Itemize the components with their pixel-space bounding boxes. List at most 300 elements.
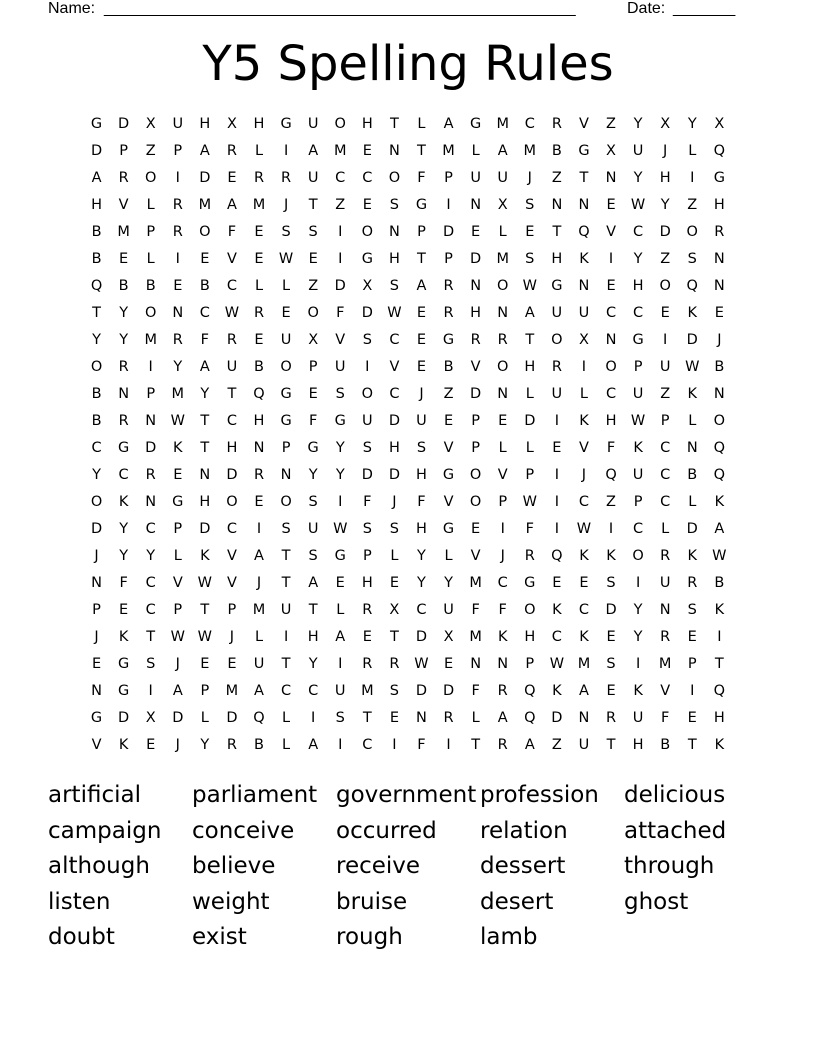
- grid-letter[interactable]: D: [686, 521, 698, 537]
- grid-letter[interactable]: E: [173, 467, 183, 483]
- grid-letter[interactable]: E: [606, 197, 616, 213]
- grid-letter[interactable]: R: [362, 656, 373, 672]
- grid-letter[interactable]: U: [632, 386, 644, 402]
- grid-letter[interactable]: W: [522, 494, 537, 510]
- grid-letter[interactable]: C: [551, 629, 562, 645]
- grid-letter[interactable]: P: [308, 359, 318, 375]
- grid-letter[interactable]: Q: [524, 683, 536, 699]
- grid-letter[interactable]: U: [307, 170, 319, 186]
- grid-letter[interactable]: P: [498, 494, 508, 510]
- grid-letter[interactable]: K: [497, 629, 508, 645]
- grid-letter[interactable]: V: [443, 494, 454, 510]
- grid-letter[interactable]: L: [254, 629, 264, 645]
- grid-letter[interactable]: L: [688, 413, 697, 429]
- grid-letter[interactable]: C: [226, 413, 237, 429]
- grid-letter[interactable]: P: [119, 143, 128, 159]
- grid-letter[interactable]: K: [687, 548, 698, 564]
- grid-letter[interactable]: U: [551, 305, 563, 321]
- grid-letter[interactable]: Y: [308, 656, 318, 672]
- grid-letter[interactable]: Q: [524, 710, 536, 726]
- grid-letter[interactable]: E: [254, 332, 264, 348]
- grid-letter[interactable]: S: [416, 440, 427, 456]
- grid-letter[interactable]: R: [118, 359, 129, 375]
- grid-letter[interactable]: F: [308, 413, 318, 429]
- grid-letter[interactable]: I: [608, 251, 614, 267]
- grid-letter[interactable]: Y: [173, 359, 183, 375]
- grid-letter[interactable]: C: [145, 602, 156, 618]
- grid-letter[interactable]: I: [365, 359, 370, 375]
- grid-letter[interactable]: R: [551, 359, 562, 375]
- grid-letter[interactable]: Z: [606, 494, 616, 510]
- grid-letter[interactable]: G: [470, 116, 482, 132]
- grid-letter[interactable]: D: [199, 170, 211, 186]
- grid-letter[interactable]: T: [362, 710, 372, 726]
- grid-letter[interactable]: W: [630, 197, 646, 213]
- grid-letter[interactable]: I: [554, 413, 559, 429]
- grid-letter[interactable]: F: [417, 170, 426, 186]
- grid-letter[interactable]: G: [117, 683, 130, 699]
- grid-letter[interactable]: X: [443, 629, 454, 645]
- grid-letter[interactable]: L: [282, 710, 291, 726]
- grid-letter[interactable]: S: [308, 224, 318, 240]
- grid-letter[interactable]: W: [170, 413, 185, 429]
- grid-letter[interactable]: I: [581, 359, 587, 375]
- grid-letter[interactable]: R: [253, 305, 265, 321]
- grid-letter[interactable]: H: [659, 170, 671, 186]
- grid-letter[interactable]: E: [606, 278, 616, 294]
- grid-letter[interactable]: A: [335, 629, 346, 645]
- grid-letter[interactable]: M: [496, 251, 509, 267]
- grid-letter[interactable]: R: [443, 305, 454, 321]
- grid-letter[interactable]: I: [663, 332, 668, 348]
- grid-letter[interactable]: I: [283, 629, 289, 645]
- grid-letter[interactable]: J: [500, 548, 505, 564]
- grid-letter[interactable]: L: [146, 251, 155, 267]
- grid-letter[interactable]: W: [712, 548, 727, 564]
- grid-letter[interactable]: G: [172, 494, 184, 510]
- grid-letter[interactable]: U: [334, 683, 346, 699]
- grid-letter[interactable]: G: [361, 251, 373, 267]
- grid-letter[interactable]: K: [579, 413, 589, 429]
- grid-letter[interactable]: K: [714, 602, 725, 618]
- grid-letter[interactable]: W: [197, 575, 213, 591]
- grid-letter[interactable]: C: [416, 602, 427, 618]
- grid-letter[interactable]: D: [442, 683, 455, 699]
- grid-letter[interactable]: B: [660, 737, 671, 753]
- grid-letter[interactable]: C: [578, 602, 589, 618]
- grid-letter[interactable]: X: [362, 278, 373, 294]
- grid-letter[interactable]: R: [226, 332, 237, 348]
- grid-letter[interactable]: N: [713, 386, 725, 402]
- grid-letter[interactable]: A: [226, 197, 237, 213]
- grid-letter[interactable]: B: [714, 359, 725, 375]
- grid-letter[interactable]: L: [336, 602, 345, 618]
- grid-letter[interactable]: I: [283, 143, 289, 159]
- grid-letter[interactable]: G: [280, 413, 292, 429]
- grid-letter[interactable]: P: [146, 386, 156, 402]
- grid-letter[interactable]: A: [524, 737, 535, 753]
- grid-letter[interactable]: C: [118, 467, 129, 483]
- grid-letter[interactable]: U: [578, 305, 590, 321]
- grid-letter[interactable]: I: [690, 683, 695, 699]
- grid-letter[interactable]: S: [281, 521, 291, 537]
- grid-letter[interactable]: R: [497, 332, 508, 348]
- grid-letter[interactable]: U: [659, 359, 671, 375]
- grid-letter[interactable]: Q: [713, 143, 726, 159]
- grid-letter[interactable]: E: [227, 656, 237, 672]
- grid-letter[interactable]: Y: [200, 386, 210, 402]
- grid-letter[interactable]: E: [552, 440, 562, 456]
- grid-letter[interactable]: L: [444, 548, 453, 564]
- grid-letter[interactable]: S: [362, 332, 372, 348]
- grid-letter[interactable]: Y: [92, 467, 101, 483]
- grid-letter[interactable]: R: [362, 602, 373, 618]
- grid-letter[interactable]: G: [442, 521, 455, 537]
- grid-letter[interactable]: H: [416, 521, 427, 537]
- grid-letter[interactable]: H: [524, 359, 536, 375]
- grid-letter[interactable]: E: [416, 359, 427, 375]
- grid-letter[interactable]: Q: [713, 683, 726, 699]
- grid-letter[interactable]: L: [417, 116, 426, 132]
- grid-letter[interactable]: G: [334, 548, 346, 564]
- grid-letter[interactable]: T: [417, 251, 426, 267]
- grid-letter[interactable]: U: [362, 413, 373, 429]
- grid-letter[interactable]: Q: [713, 467, 726, 483]
- grid-letter[interactable]: R: [172, 224, 183, 240]
- grid-letter[interactable]: N: [578, 278, 590, 294]
- grid-letter[interactable]: S: [281, 224, 291, 240]
- grid-letter[interactable]: J: [392, 494, 397, 510]
- grid-letter[interactable]: V: [470, 548, 481, 564]
- name-blank[interactable]: _____________________________________________________: [104, 0, 576, 17]
- grid-letter[interactable]: T: [525, 332, 535, 348]
- grid-letter[interactable]: E: [362, 197, 372, 213]
- grid-letter[interactable]: T: [92, 305, 101, 321]
- grid-letter[interactable]: J: [663, 143, 668, 159]
- grid-letter[interactable]: Q: [605, 467, 617, 483]
- grid-letter[interactable]: Z: [660, 251, 671, 267]
- grid-letter[interactable]: V: [226, 251, 237, 267]
- grid-letter[interactable]: I: [554, 467, 559, 483]
- grid-letter[interactable]: Y: [335, 467, 345, 483]
- grid-letter[interactable]: N: [91, 575, 102, 591]
- grid-letter[interactable]: E: [471, 521, 481, 537]
- grid-letter[interactable]: R: [524, 548, 535, 564]
- grid-letter[interactable]: S: [146, 656, 156, 672]
- grid-letter[interactable]: J: [94, 548, 99, 564]
- grid-letter[interactable]: A: [416, 278, 427, 294]
- grid-letter[interactable]: T: [281, 575, 291, 591]
- grid-letter[interactable]: F: [471, 683, 480, 699]
- grid-letter[interactable]: E: [119, 251, 129, 267]
- grid-letter[interactable]: K: [633, 440, 643, 456]
- grid-letter[interactable]: F: [336, 305, 345, 321]
- grid-letter[interactable]: E: [254, 224, 264, 240]
- grid-letter[interactable]: R: [253, 170, 265, 186]
- grid-letter[interactable]: R: [118, 170, 129, 186]
- grid-letter[interactable]: Q: [578, 224, 590, 240]
- grid-letter[interactable]: T: [389, 116, 399, 132]
- grid-letter[interactable]: R: [145, 467, 156, 483]
- grid-letter[interactable]: D: [361, 467, 373, 483]
- grid-letter[interactable]: I: [148, 683, 153, 699]
- grid-letter[interactable]: T: [227, 386, 237, 402]
- grid-letter[interactable]: U: [497, 170, 509, 186]
- grid-letter[interactable]: D: [415, 683, 428, 699]
- grid-letter[interactable]: K: [687, 305, 698, 321]
- grid-letter[interactable]: E: [335, 575, 345, 591]
- grid-letter[interactable]: M: [469, 575, 482, 591]
- grid-letter[interactable]: U: [632, 143, 644, 159]
- grid-letter[interactable]: T: [471, 737, 481, 753]
- grid-letter[interactable]: O: [551, 332, 563, 348]
- grid-letter[interactable]: R: [281, 170, 292, 186]
- grid-letter[interactable]: N: [416, 710, 427, 726]
- grid-letter[interactable]: C: [660, 440, 671, 456]
- grid-letter[interactable]: G: [280, 116, 292, 132]
- grid-letter[interactable]: Y: [119, 521, 129, 537]
- grid-letter[interactable]: H: [632, 737, 644, 753]
- grid-letter[interactable]: T: [200, 602, 210, 618]
- grid-letter[interactable]: W: [685, 359, 700, 375]
- grid-letter[interactable]: N: [497, 656, 509, 672]
- grid-letter[interactable]: E: [173, 278, 183, 294]
- grid-letter[interactable]: K: [552, 683, 562, 699]
- grid-letter[interactable]: M: [117, 224, 130, 240]
- grid-letter[interactable]: X: [226, 116, 237, 132]
- grid-letter[interactable]: Y: [308, 467, 318, 483]
- grid-letter[interactable]: K: [118, 737, 129, 753]
- grid-letter[interactable]: D: [686, 332, 698, 348]
- grid-letter[interactable]: W: [197, 629, 213, 645]
- grid-letter[interactable]: N: [497, 305, 509, 321]
- grid-letter[interactable]: D: [226, 710, 238, 726]
- grid-letter[interactable]: P: [173, 602, 183, 618]
- grid-letter[interactable]: X: [145, 116, 156, 132]
- grid-letter[interactable]: Z: [660, 386, 671, 402]
- grid-letter[interactable]: L: [146, 197, 155, 213]
- grid-letter[interactable]: V: [497, 467, 508, 483]
- grid-letter[interactable]: J: [527, 170, 532, 186]
- grid-letter[interactable]: C: [578, 494, 589, 510]
- grid-letter[interactable]: Y: [633, 170, 643, 186]
- grid-letter[interactable]: P: [633, 359, 643, 375]
- grid-letter[interactable]: U: [172, 116, 184, 132]
- grid-letter[interactable]: O: [361, 386, 374, 402]
- grid-letter[interactable]: B: [551, 143, 562, 159]
- grid-letter[interactable]: Y: [633, 629, 643, 645]
- grid-letter[interactable]: Y: [633, 602, 643, 618]
- grid-letter[interactable]: E: [606, 629, 616, 645]
- grid-letter[interactable]: P: [444, 251, 453, 267]
- grid-letter[interactable]: Z: [551, 737, 562, 753]
- grid-letter[interactable]: F: [661, 710, 670, 726]
- grid-letter[interactable]: L: [498, 440, 507, 456]
- grid-letter[interactable]: J: [256, 575, 262, 591]
- grid-letter[interactable]: G: [90, 710, 103, 726]
- grid-letter[interactable]: X: [308, 332, 319, 348]
- grid-letter[interactable]: S: [525, 251, 535, 267]
- grid-letter[interactable]: I: [635, 656, 641, 672]
- grid-letter[interactable]: B: [687, 467, 698, 483]
- grid-letter[interactable]: E: [714, 305, 724, 321]
- grid-letter[interactable]: S: [335, 386, 345, 402]
- grid-letter[interactable]: G: [280, 386, 292, 402]
- grid-letter[interactable]: L: [661, 521, 670, 537]
- grid-letter[interactable]: J: [175, 737, 180, 753]
- grid-letter[interactable]: H: [470, 305, 482, 321]
- grid-letter[interactable]: I: [608, 521, 614, 537]
- grid-letter[interactable]: S: [687, 602, 697, 618]
- grid-letter[interactable]: I: [175, 170, 180, 186]
- grid-letter[interactable]: A: [308, 143, 319, 159]
- grid-letter[interactable]: I: [635, 575, 641, 591]
- grid-letter[interactable]: N: [605, 332, 617, 348]
- grid-letter[interactable]: K: [579, 251, 589, 267]
- grid-letter[interactable]: K: [606, 548, 616, 564]
- grid-letter[interactable]: R: [172, 197, 183, 213]
- grid-letter[interactable]: G: [307, 440, 319, 456]
- grid-letter[interactable]: Z: [606, 116, 616, 132]
- grid-letter[interactable]: C: [308, 683, 319, 699]
- grid-letter[interactable]: O: [686, 224, 698, 240]
- grid-letter[interactable]: R: [714, 224, 725, 240]
- grid-letter[interactable]: M: [144, 332, 157, 348]
- grid-letter[interactable]: Z: [335, 197, 346, 213]
- grid-letter[interactable]: E: [200, 251, 210, 267]
- grid-letter[interactable]: S: [389, 521, 399, 537]
- grid-letter[interactable]: I: [175, 251, 180, 267]
- grid-letter[interactable]: G: [632, 332, 644, 348]
- grid-letter[interactable]: P: [417, 224, 426, 240]
- grid-letter[interactable]: V: [226, 548, 237, 564]
- grid-letter[interactable]: B: [443, 359, 454, 375]
- grid-letter[interactable]: H: [361, 575, 373, 591]
- grid-letter[interactable]: C: [524, 116, 535, 132]
- grid-letter[interactable]: K: [633, 683, 643, 699]
- grid-letter[interactable]: T: [281, 548, 291, 564]
- grid-letter[interactable]: P: [92, 602, 101, 618]
- grid-letter[interactable]: S: [525, 197, 535, 213]
- grid-letter[interactable]: A: [308, 575, 319, 591]
- grid-letter[interactable]: Y: [119, 548, 129, 564]
- grid-letter[interactable]: S: [687, 251, 697, 267]
- grid-letter[interactable]: M: [333, 143, 347, 159]
- grid-letter[interactable]: I: [338, 737, 343, 753]
- grid-letter[interactable]: T: [200, 440, 210, 456]
- grid-letter[interactable]: R: [605, 710, 617, 726]
- grid-letter[interactable]: H: [632, 278, 644, 294]
- grid-letter[interactable]: C: [281, 683, 292, 699]
- grid-letter[interactable]: O: [199, 224, 211, 240]
- grid-letter[interactable]: W: [414, 656, 429, 672]
- grid-letter[interactable]: O: [497, 278, 509, 294]
- grid-letter[interactable]: I: [148, 359, 153, 375]
- grid-letter[interactable]: B: [714, 575, 725, 591]
- grid-letter[interactable]: H: [524, 629, 536, 645]
- grid-letter[interactable]: D: [118, 710, 130, 726]
- grid-letter[interactable]: G: [90, 116, 103, 132]
- grid-letter[interactable]: T: [281, 656, 291, 672]
- grid-letter[interactable]: E: [443, 656, 454, 672]
- grid-letter[interactable]: D: [415, 629, 428, 645]
- grid-letter[interactable]: B: [91, 413, 102, 429]
- grid-letter[interactable]: P: [525, 467, 535, 483]
- grid-letter[interactable]: G: [415, 197, 428, 213]
- grid-letter[interactable]: K: [173, 440, 183, 456]
- grid-letter[interactable]: A: [714, 521, 725, 537]
- grid-letter[interactable]: Q: [253, 710, 265, 726]
- grid-letter[interactable]: E: [389, 575, 399, 591]
- grid-letter[interactable]: T: [146, 629, 156, 645]
- grid-letter[interactable]: W: [630, 413, 646, 429]
- grid-letter[interactable]: Y: [444, 575, 453, 591]
- grid-letter[interactable]: K: [552, 602, 562, 618]
- grid-letter[interactable]: C: [633, 224, 644, 240]
- grid-letter[interactable]: N: [713, 278, 725, 294]
- grid-letter[interactable]: X: [660, 116, 671, 132]
- grid-letter[interactable]: L: [688, 494, 697, 510]
- grid-letter[interactable]: S: [308, 494, 318, 510]
- grid-letter[interactable]: E: [687, 629, 697, 645]
- grid-letter[interactable]: P: [362, 548, 372, 564]
- grid-letter[interactable]: I: [338, 251, 343, 267]
- grid-letter[interactable]: P: [525, 656, 535, 672]
- grid-letter[interactable]: G: [713, 170, 725, 186]
- grid-letter[interactable]: E: [443, 413, 454, 429]
- grid-letter[interactable]: V: [578, 116, 589, 132]
- grid-letter[interactable]: H: [551, 251, 563, 267]
- grid-letter[interactable]: A: [91, 170, 102, 186]
- grid-letter[interactable]: T: [200, 413, 210, 429]
- grid-letter[interactable]: I: [500, 521, 505, 537]
- grid-letter[interactable]: Y: [417, 575, 426, 591]
- grid-letter[interactable]: P: [660, 413, 670, 429]
- grid-letter[interactable]: N: [145, 413, 157, 429]
- grid-letter[interactable]: F: [498, 602, 507, 618]
- grid-letter[interactable]: A: [199, 359, 210, 375]
- grid-letter[interactable]: O: [361, 224, 374, 240]
- grid-letter[interactable]: N: [388, 224, 400, 240]
- grid-letter[interactable]: M: [658, 656, 672, 672]
- grid-letter[interactable]: K: [579, 629, 589, 645]
- grid-letter[interactable]: O: [90, 359, 103, 375]
- grid-letter[interactable]: U: [578, 737, 590, 753]
- grid-letter[interactable]: C: [633, 305, 644, 321]
- grid-letter[interactable]: E: [416, 305, 427, 321]
- grid-letter[interactable]: O: [307, 305, 319, 321]
- grid-letter[interactable]: Z: [687, 197, 698, 213]
- grid-letter[interactable]: A: [308, 737, 319, 753]
- grid-letter[interactable]: C: [660, 467, 671, 483]
- grid-letter[interactable]: B: [91, 386, 102, 402]
- grid-letter[interactable]: M: [252, 197, 266, 213]
- grid-letter[interactable]: C: [199, 305, 210, 321]
- grid-letter[interactable]: R: [687, 575, 698, 591]
- grid-letter[interactable]: J: [283, 197, 289, 213]
- grid-letter[interactable]: F: [606, 440, 616, 456]
- grid-letter[interactable]: K: [714, 737, 725, 753]
- grid-letter[interactable]: V: [578, 440, 589, 456]
- grid-letter[interactable]: R: [253, 467, 265, 483]
- grid-letter[interactable]: V: [335, 332, 346, 348]
- grid-letter[interactable]: P: [633, 494, 643, 510]
- grid-letter[interactable]: E: [362, 143, 372, 159]
- grid-letter[interactable]: K: [118, 494, 129, 510]
- grid-letter[interactable]: Y: [92, 332, 101, 348]
- grid-letter[interactable]: R: [443, 710, 454, 726]
- grid-letter[interactable]: N: [280, 467, 292, 483]
